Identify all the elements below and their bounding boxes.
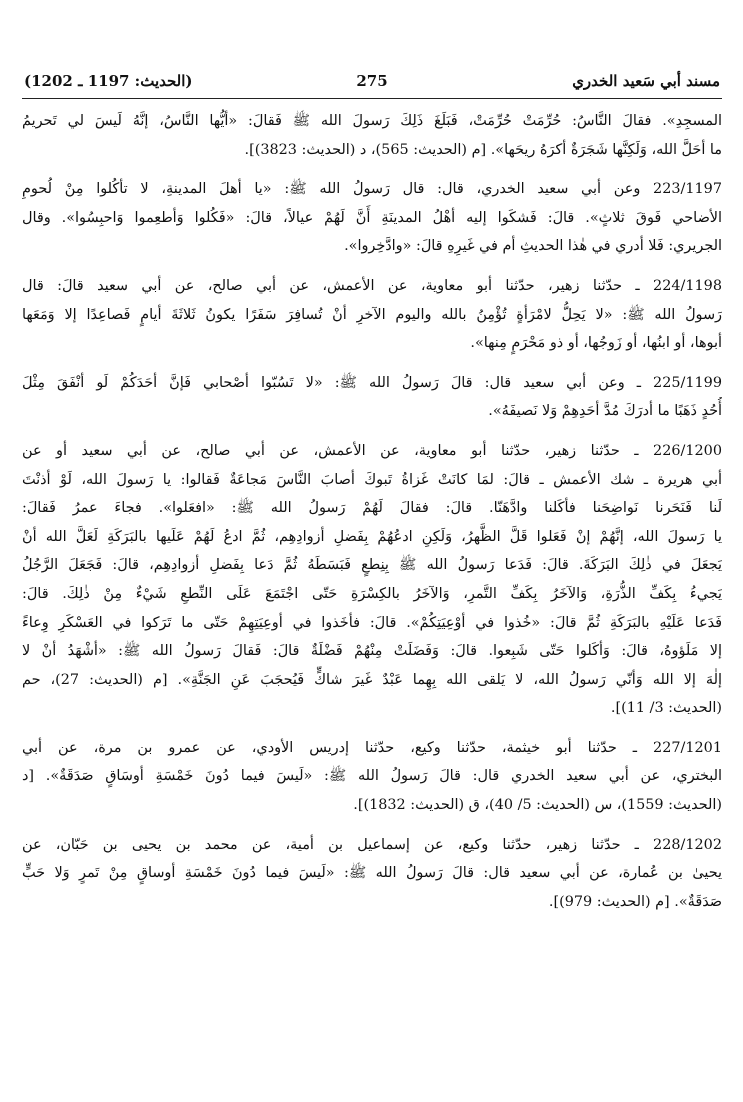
hadith-entry-1198 [22, 272, 722, 358]
text-line: يا رَسولَ الله، إنَّهُمْ إنْ فَعَلوا قَلَّ الظَّهرُ، وَلَكِنِ ادعُهُمْ بِفَضلِ أزوادِهِم، ثُمَّ ادعُ لَهُمْ عَلَيها بالبَرَكَةِ لَعَلَّ الله أنْ [22, 528, 722, 545]
text-line: 226/1200 ـ حدّثنا زهير، حدّثنا أبو معاوية، عن الأعمش، عن أبي صالح، عن أبي سعيد أو عن [22, 442, 722, 459]
text-line: إلٰهَ إلا الله وَأنّي رَسولُ الله، لا يَلقى الله بِهِما عَبْدٌ غَيرَ شاكٍّ فَيُحجَبَ عَنِ الجَنَّةِ». [م (الحديث: 27)، حم [22, 671, 722, 688]
text-line: أبي هريرة ـ شك الأعمش ـ قالَ: لمَا كانَتْ غَزاةُ تَبوكَ أصابَ النَّاسَ مَجاعَةٌ فَقالوا: يا رَسولَ الله، لَوْ أذنْتَ [22, 471, 722, 488]
text-line: أبوها، أو ابنُها، أو زَوجُها، أو ذو مَحْرَمٍ مِنها». [470, 335, 722, 352]
text-line: 224/1198 ـ حدّثنا زهير، حدّثنا أبو معاوية، عن الأعمش، عن أبي صالح، عن أبي سعيد قالَ: قال [22, 277, 722, 294]
text-line: لَنا فَنَحَرنا نَواضِحَنا فأكَلنا وادَّهَنّا. قالَ: فقالَ لَهُمْ رَسولُ الله ﷺ: «افعَلوا». فجاءَ عمرُ فَقالَ: [22, 500, 722, 517]
text-line: صَدَقَةٌ». [م (الحديث: 979)]. [548, 893, 722, 910]
text-line: ما أحَلَّ الله، وَلَكِنَّها شَجَرَةٌ أكرَهُ ريحَها». [م (الحديث: 565)، د (الحديث: 3823)]. [244, 141, 722, 158]
page-number: 275 [356, 72, 388, 90]
hadith-entry-1202 [22, 831, 722, 917]
hadith-entry-1201 [22, 734, 722, 820]
text-line: البختري، عن أبي سعيد الخدري قال: قالَ رَسولُ الله ﷺ: «لَيسَ فيما دُونَ خَمْسَةِ أوسَاقٍ صَدَقَةٌ». [د [22, 768, 722, 785]
text-line: المسجِدِ». فقالَ النَّاسُ: حُرِّمَتْ حُرِّمَتْ، فَبَلَغَ ذَلِكَ رَسولَ الله ﷺ فَقالَ: «أيُّها النَّاسُ، إنَّهُ لَيسَ لي تَحريمُ [22, 113, 722, 129]
document-page [22, 62, 722, 916]
text-line: يَجعَلَ في ذٰلِكَ البَرَكَةَ. قالَ: فَدَعا رَسولُ الله ﷺ بِنِطعٍ فَبَسَطَهُ ثُمَّ دَعا بِفَضلِ أزوادِهِم، قالَ: فَجَعَلَ الرَّجُلُ [22, 557, 722, 574]
text-line: 228/1202 ـ حدّثنا زهير، حدّثنا وكيع، عن إسماعيل بن أمية، عن محمد بن يحيى بن حَبّان، عن [22, 836, 722, 853]
text-line: (الحديث: 1559)، س (الحديث: 5/ 40)، ق (الحديث: 1832)]. [353, 797, 722, 814]
text-line: فَدَعا عَلَيْهِ بالبَرَكَةِ ثُمَّ قالَ: «خُذوا في أوْعِيَتِكُمْ». قالَ: فأخَذوا في أوعِيَتِهِمْ حَتّى ما تَرَكوا في العَسْكَرِ وِعاءً [22, 614, 722, 631]
text-line: (الحديث: 3/ 11)]. [610, 700, 722, 717]
text-line: الجريري: فَلا أدري في هٰذا الحديثِ أم في غَيرِهِ قالَ: «وادَّخِروا». [344, 238, 722, 255]
text-line: 223/1197 وعن أبي سعيد الخدري، قال: قال رَسولُ الله ﷺ: «يا أهلَ المدينةِ، لا تأكُلوا مِنْ لُحومِ [22, 181, 722, 198]
page-body [22, 107, 722, 916]
text-line: أُحُدٍ ذَهَبًا ما أدرَكَ مُدَّ أحَدِهِمْ وَلا نَصيفَهُ». [488, 403, 722, 420]
text-line: 227/1201 ـ حدّثنا أبو خيثمة، حدّثنا وكيع، حدّثنا إدريس الأودي، عن عمرو بن مرة، عن أبي [22, 739, 722, 756]
page-header [22, 62, 722, 99]
text-line: الأضاحي فَوقَ ثلاثٍ». قالَ: فَشكَوا إليه أهْلُ المدينَةِ أَنَّ لَهُمْ عيالاً، قالَ: «فَكُلوا وَأطعِموا وَاحبِسُوا». وقال [22, 209, 722, 226]
hadith-entry-1200 [22, 437, 722, 723]
hadith-entry-1199 [22, 369, 722, 426]
text-line: 225/1199 ـ وعن أبي سعيد قال: قالَ رَسولُ الله ﷺ: «لا تَسُبّوا أصْحابي فَإنَّ أحَدَكُمْ لَو أنْفَقَ مِثْلَ [22, 374, 722, 391]
hadith-entry-cont [22, 107, 722, 164]
book-title: مسند أبي سَعيد الخدري [572, 72, 720, 90]
text-line: رَسولُ الله ﷺ: «لا يَحِلُّ لامْرَأةٍ تُؤْمِنُ بالله واليوم الآخرِ أنْ تُسافِرَ سَفَرًا يكونُ ثَلاثَةَ أيامٍ فَصاعِدًا إلا وَمَعَها [22, 306, 722, 323]
hadith-range: (الحديث: 1197 ـ 1202) [24, 72, 193, 90]
hadith-entry-1197 [22, 175, 722, 261]
text-line: إلا مَلَؤوهُ، قالَ: وَأكَلوا حَتّى شَبِعوا. قالَ: وَفَضَلَتْ مِنْهُمْ فَضْلَةٌ قالَ: فَقالَ رَسولُ الله ﷺ: «أشْهَدُ أنْ لا [22, 643, 722, 660]
text-line: يحيىٰ بن عُمارة، عن أبي سعيد قال: قالَ رَسولُ الله ﷺ: «لَيسَ فيما دُونَ خَمْسَةِ أوساقٍ مِنْ تَمرٍ وَلا حَبٍّ [22, 865, 722, 882]
text-line: يَجيءُ بِكَفِّ الذُّرَةِ، وَالآخَرُ بِكَفِّ التَّمرِ، وَالآخَرُ بالكِسْرَةِ حَتّى اجْتَمَعَ عَلَى النِّطعِ شَيْءٌ مِنْ ذٰلِكَ. قالَ: [22, 585, 722, 602]
